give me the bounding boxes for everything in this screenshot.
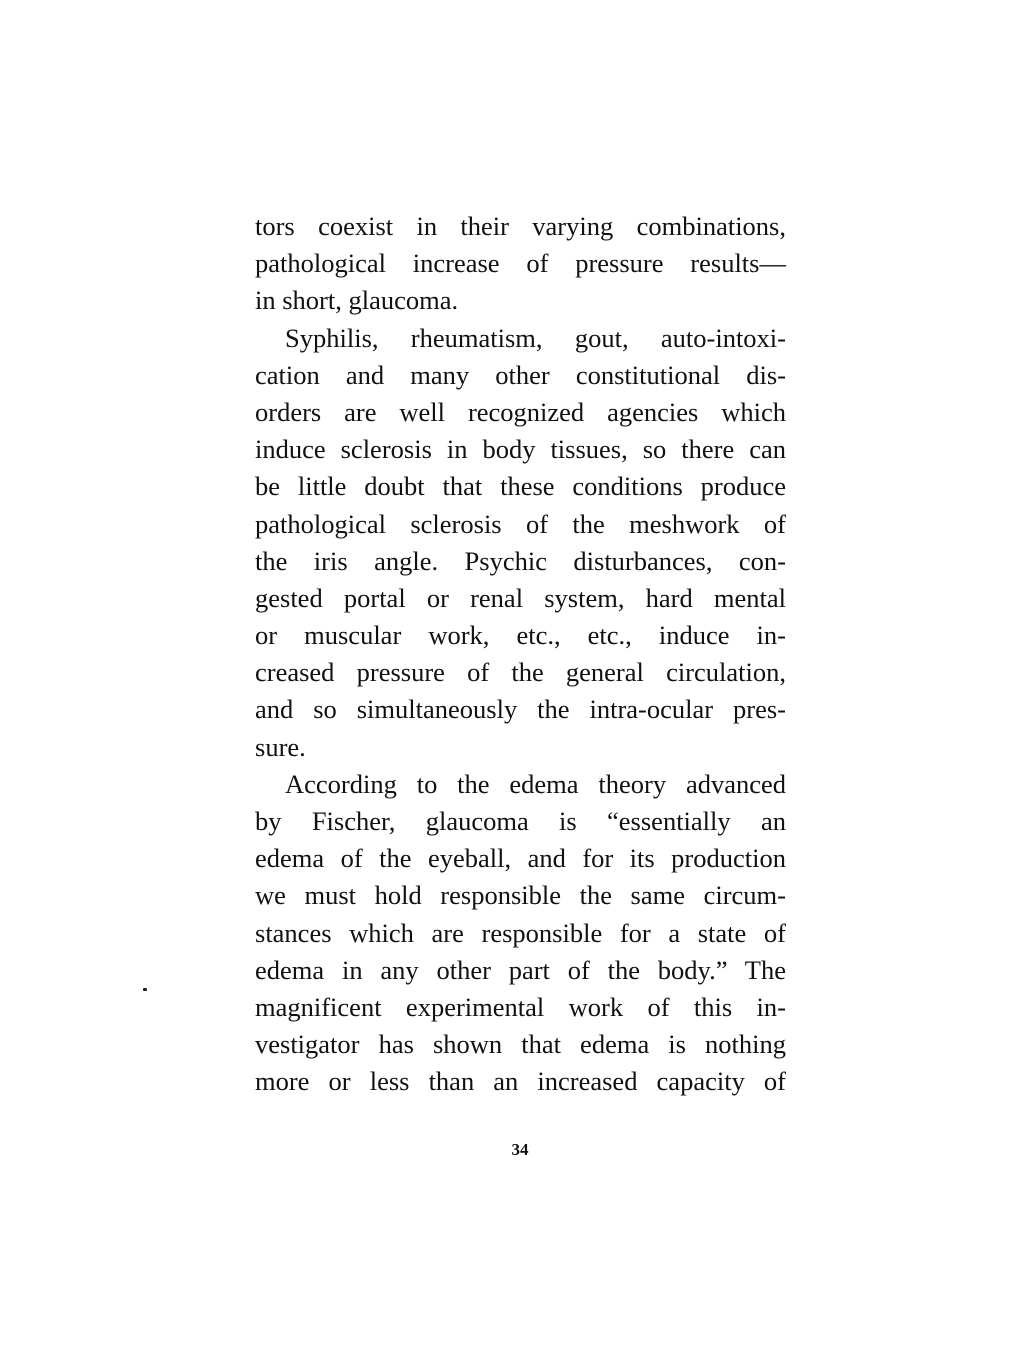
text-line: by Fischer, glaucoma is “essentially an: [255, 806, 786, 836]
text-line: According to the edema theory advanced: [285, 768, 786, 799]
text-line: Syphilis, rheumatism, gout, auto-intoxi-: [285, 322, 786, 353]
text-line: creased pressure of the general circulation,: [255, 657, 786, 688]
text-line: tors coexist in their varying combinations,: [255, 211, 786, 241]
text-line: sure.: [255, 731, 306, 762]
text-line: cation and many other constitutional dis-: [255, 359, 786, 390]
text-line: edema of the eyeball, and for its production: [255, 843, 786, 874]
text-line: gested portal or renal system, hard mental: [255, 582, 786, 613]
text-line: or muscular work, etc., etc., induce in-: [255, 620, 786, 651]
text-line: we must hold responsible the same circum-: [255, 880, 786, 911]
text-line: more or less than an increased capacity of: [255, 1066, 786, 1097]
text-line: and so simultaneously the intra-ocular pres-: [255, 694, 786, 725]
text-line: stances which are responsible for a state of: [255, 917, 786, 948]
scan-speck: [143, 988, 147, 991]
text-line: vestigator has shown that edema is nothing: [255, 1029, 786, 1060]
text-line: magnificent experimental work of this in-: [255, 991, 786, 1022]
text-line: orders are well recognized agencies which: [255, 396, 786, 427]
page-number: 34: [511, 1140, 529, 1159]
text-line: pathological increase of pressure results—: [255, 248, 786, 279]
text-line: edema in any other part of the body.” The: [255, 954, 786, 985]
text-line: the iris angle. Psychic disturbances, con-: [255, 545, 786, 576]
text-line: be little doubt that these conditions produce: [255, 471, 786, 502]
text-line: in short, glaucoma.: [255, 285, 459, 316]
text-line: pathological sclerosis of the meshwork of: [255, 508, 786, 539]
body-text: [255, 208, 786, 1101]
text-line: induce sclerosis in body tissues, so there can: [255, 434, 786, 465]
